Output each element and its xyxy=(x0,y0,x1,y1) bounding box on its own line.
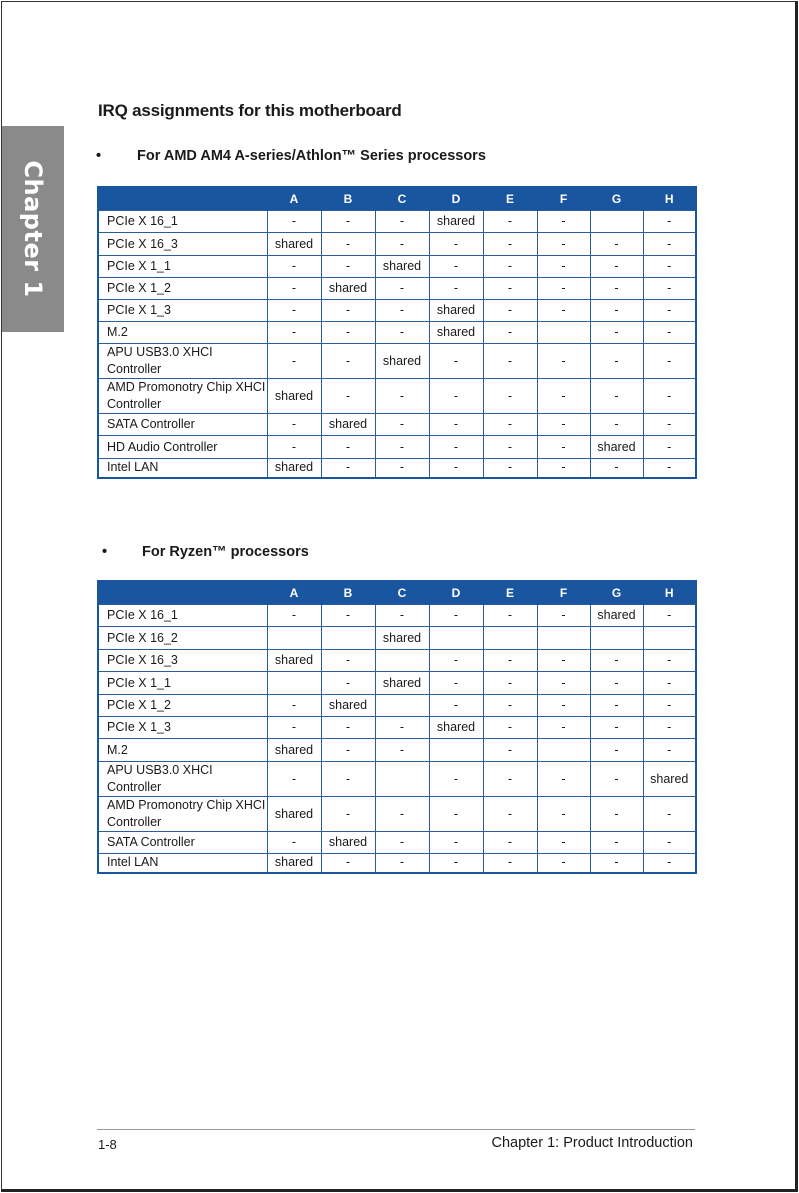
irq-cell: - xyxy=(537,762,590,797)
column-header-a: A xyxy=(267,581,321,605)
table-row xyxy=(98,322,696,344)
irq-cell: shared xyxy=(375,256,429,278)
irq-cell: - xyxy=(590,832,643,854)
irq-cell: - xyxy=(321,797,375,832)
irq-cell: - xyxy=(483,605,537,627)
row-label: APU USB3.0 XHCI Controller xyxy=(98,762,267,797)
row-label: HD Audio Controller xyxy=(98,436,267,459)
table-header-row xyxy=(98,581,696,605)
irq-cell: - xyxy=(643,256,696,278)
column-header-a: A xyxy=(267,187,321,211)
irq-cell: shared xyxy=(590,605,643,627)
row-label: PCIe X 16_1 xyxy=(98,211,267,233)
irq-cell: - xyxy=(643,233,696,256)
irq-cell: - xyxy=(537,695,590,717)
irq-cell: shared xyxy=(590,436,643,459)
table-row xyxy=(98,211,696,233)
bullet-dot: • xyxy=(102,544,108,560)
irq-cell: - xyxy=(267,300,321,322)
column-header-g: G xyxy=(590,581,643,605)
irq-cell: - xyxy=(590,379,643,414)
irq-cell: - xyxy=(643,717,696,739)
irq-cell: - xyxy=(375,322,429,344)
irq-cell: - xyxy=(267,695,321,717)
table-row xyxy=(98,605,696,627)
irq-cell: shared xyxy=(321,278,375,300)
irq-cell: - xyxy=(643,278,696,300)
irq-cell: - xyxy=(483,256,537,278)
column-header-b: B xyxy=(321,187,375,211)
irq-cell: - xyxy=(537,717,590,739)
irq-cell: - xyxy=(321,739,375,762)
row-label: M.2 xyxy=(98,739,267,762)
irq-cell: shared xyxy=(267,459,321,478)
irq-cell: - xyxy=(267,762,321,797)
irq-cell: - xyxy=(375,211,429,233)
irq-cell: - xyxy=(429,650,483,672)
table-row xyxy=(98,832,696,854)
irq-cell: - xyxy=(643,211,696,233)
irq-cell xyxy=(483,627,537,650)
irq-cell xyxy=(537,322,590,344)
table-row xyxy=(98,650,696,672)
column-header-f: F xyxy=(537,581,590,605)
irq-cell: - xyxy=(483,762,537,797)
irq-cell: - xyxy=(483,650,537,672)
irq-cell: - xyxy=(267,414,321,436)
irq-cell: - xyxy=(483,344,537,379)
irq-cell: - xyxy=(643,414,696,436)
irq-cell: - xyxy=(375,854,429,873)
irq-cell: - xyxy=(483,739,537,762)
irq-cell: shared xyxy=(267,797,321,832)
irq-cell: - xyxy=(375,717,429,739)
row-label: PCIe X 1_3 xyxy=(98,300,267,322)
irq-cell xyxy=(537,627,590,650)
table-row xyxy=(98,278,696,300)
column-header-d: D xyxy=(429,187,483,211)
irq-cell: - xyxy=(537,379,590,414)
irq-cell: - xyxy=(375,605,429,627)
irq-cell: - xyxy=(483,672,537,695)
irq-cell: - xyxy=(537,256,590,278)
irq-cell: - xyxy=(321,379,375,414)
irq-cell: - xyxy=(483,233,537,256)
irq-cell: shared xyxy=(267,379,321,414)
row-label: Intel LAN xyxy=(98,459,267,478)
irq-cell: - xyxy=(643,379,696,414)
irq-cell: - xyxy=(590,278,643,300)
irq-cell: - xyxy=(537,300,590,322)
table-row xyxy=(98,459,696,478)
section1-title: For AMD AM4 A-series/Athlon™ Series processors xyxy=(137,148,486,164)
irq-cell: - xyxy=(590,322,643,344)
irq-cell: - xyxy=(590,739,643,762)
column-header-device xyxy=(98,581,267,605)
irq-cell: - xyxy=(483,300,537,322)
irq-cell: - xyxy=(643,739,696,762)
table-row xyxy=(98,414,696,436)
irq-table-ryzen xyxy=(97,580,697,874)
irq-cell: - xyxy=(590,233,643,256)
irq-cell: - xyxy=(429,854,483,873)
column-header-e: E xyxy=(483,581,537,605)
irq-cell: shared xyxy=(429,300,483,322)
table-row xyxy=(98,256,696,278)
irq-cell xyxy=(429,627,483,650)
table-row xyxy=(98,627,696,650)
column-header-h: H xyxy=(643,581,696,605)
irq-cell: shared xyxy=(375,672,429,695)
column-header-b: B xyxy=(321,581,375,605)
irq-cell: - xyxy=(537,233,590,256)
row-label: PCIe X 1_1 xyxy=(98,672,267,695)
irq-cell: - xyxy=(483,322,537,344)
irq-cell xyxy=(429,739,483,762)
irq-cell xyxy=(375,650,429,672)
irq-cell: - xyxy=(483,414,537,436)
irq-cell: - xyxy=(429,436,483,459)
irq-cell: - xyxy=(429,797,483,832)
column-header-device xyxy=(98,187,267,211)
irq-cell: - xyxy=(375,797,429,832)
irq-cell: - xyxy=(483,436,537,459)
irq-cell: shared xyxy=(429,211,483,233)
irq-cell: - xyxy=(429,672,483,695)
irq-cell: - xyxy=(321,672,375,695)
irq-cell xyxy=(590,627,643,650)
irq-cell: - xyxy=(590,672,643,695)
row-label: SATA Controller xyxy=(98,414,267,436)
irq-cell: shared xyxy=(321,695,375,717)
irq-cell: - xyxy=(537,797,590,832)
irq-cell: - xyxy=(590,256,643,278)
table-row xyxy=(98,436,696,459)
irq-cell: shared xyxy=(643,762,696,797)
irq-cell: - xyxy=(321,436,375,459)
irq-cell: - xyxy=(267,211,321,233)
irq-cell: - xyxy=(590,717,643,739)
irq-cell: - xyxy=(537,672,590,695)
irq-cell: shared xyxy=(321,832,375,854)
irq-cell: - xyxy=(429,695,483,717)
irq-cell: - xyxy=(537,344,590,379)
irq-cell: - xyxy=(643,436,696,459)
irq-cell: - xyxy=(537,605,590,627)
column-header-c: C xyxy=(375,581,429,605)
table-row xyxy=(98,695,696,717)
irq-cell: - xyxy=(590,459,643,478)
irq-cell xyxy=(375,695,429,717)
table-row xyxy=(98,739,696,762)
irq-cell: - xyxy=(537,436,590,459)
irq-cell xyxy=(590,211,643,233)
row-label: PCIe X 16_3 xyxy=(98,650,267,672)
table-row xyxy=(98,762,696,797)
table-row xyxy=(98,233,696,256)
row-label: PCIe X 1_2 xyxy=(98,695,267,717)
irq-cell: - xyxy=(590,695,643,717)
table-row xyxy=(98,854,696,873)
irq-cell: - xyxy=(590,854,643,873)
irq-cell xyxy=(375,762,429,797)
irq-cell: - xyxy=(537,278,590,300)
irq-cell: - xyxy=(537,211,590,233)
irq-cell: - xyxy=(321,322,375,344)
column-header-g: G xyxy=(590,187,643,211)
irq-cell: - xyxy=(429,256,483,278)
irq-cell: - xyxy=(590,344,643,379)
footer-chapter-title: Chapter 1: Product Introduction xyxy=(491,1135,693,1151)
irq-cell: shared xyxy=(267,233,321,256)
irq-cell: - xyxy=(429,233,483,256)
bullet-dot: • xyxy=(96,148,102,164)
irq-cell: - xyxy=(375,300,429,322)
irq-cell: - xyxy=(267,344,321,379)
irq-cell: - xyxy=(590,414,643,436)
row-label: APU USB3.0 XHCI Controller xyxy=(98,344,267,379)
column-header-e: E xyxy=(483,187,537,211)
irq-cell: - xyxy=(429,832,483,854)
irq-cell: - xyxy=(643,344,696,379)
page-heading: IRQ assignments for this motherboard xyxy=(98,101,402,120)
irq-cell: - xyxy=(375,436,429,459)
irq-cell: - xyxy=(483,854,537,873)
irq-cell: - xyxy=(643,650,696,672)
row-label: AMD Promonotry Chip XHCI Controller xyxy=(98,379,267,414)
irq-cell: - xyxy=(483,211,537,233)
irq-cell: shared xyxy=(375,627,429,650)
irq-cell: - xyxy=(267,256,321,278)
irq-cell: - xyxy=(537,414,590,436)
irq-cell: - xyxy=(429,459,483,478)
irq-cell: - xyxy=(590,650,643,672)
irq-cell: - xyxy=(267,436,321,459)
irq-cell: - xyxy=(643,832,696,854)
irq-cell: - xyxy=(267,717,321,739)
irq-cell: - xyxy=(375,459,429,478)
irq-table-amd-a-series xyxy=(97,186,697,479)
irq-cell: - xyxy=(321,605,375,627)
column-header-f: F xyxy=(537,187,590,211)
row-label: SATA Controller xyxy=(98,832,267,854)
irq-cell: - xyxy=(537,650,590,672)
irq-cell xyxy=(537,739,590,762)
irq-cell: shared xyxy=(375,344,429,379)
irq-cell: - xyxy=(321,717,375,739)
irq-cell: - xyxy=(590,797,643,832)
row-label: PCIe X 1_1 xyxy=(98,256,267,278)
irq-cell: - xyxy=(267,832,321,854)
table-header-row xyxy=(98,187,696,211)
table-row xyxy=(98,672,696,695)
chapter-tab-label: Chapter 1 xyxy=(19,160,47,298)
irq-cell: - xyxy=(643,695,696,717)
irq-cell: - xyxy=(321,854,375,873)
row-label: PCIe X 16_2 xyxy=(98,627,267,650)
row-label: M.2 xyxy=(98,322,267,344)
irq-cell: shared xyxy=(429,322,483,344)
irq-cell: - xyxy=(321,344,375,379)
irq-cell: - xyxy=(537,854,590,873)
column-header-d: D xyxy=(429,581,483,605)
irq-cell: shared xyxy=(267,650,321,672)
row-label: PCIe X 16_3 xyxy=(98,233,267,256)
irq-cell: - xyxy=(375,832,429,854)
column-header-h: H xyxy=(643,187,696,211)
irq-cell: - xyxy=(321,233,375,256)
irq-cell: - xyxy=(321,211,375,233)
irq-cell xyxy=(267,627,321,650)
irq-cell: - xyxy=(643,672,696,695)
row-label: PCIe X 16_1 xyxy=(98,605,267,627)
table-row xyxy=(98,344,696,379)
table-row xyxy=(98,379,696,414)
irq-cell: - xyxy=(537,459,590,478)
irq-cell: - xyxy=(321,650,375,672)
irq-cell: - xyxy=(375,278,429,300)
irq-cell: - xyxy=(429,414,483,436)
irq-cell: - xyxy=(483,379,537,414)
row-label: PCIe X 1_2 xyxy=(98,278,267,300)
section2-title: For Ryzen™ processors xyxy=(142,544,309,560)
irq-cell: - xyxy=(643,605,696,627)
page-number: 1-8 xyxy=(98,1137,117,1152)
irq-cell: - xyxy=(483,278,537,300)
row-label: AMD Promonotry Chip XHCI Controller xyxy=(98,797,267,832)
column-header-c: C xyxy=(375,187,429,211)
irq-cell: - xyxy=(643,797,696,832)
irq-cell: - xyxy=(429,762,483,797)
irq-cell xyxy=(321,627,375,650)
irq-cell: shared xyxy=(267,854,321,873)
table-row xyxy=(98,300,696,322)
irq-cell: - xyxy=(643,300,696,322)
row-label: PCIe X 1_3 xyxy=(98,717,267,739)
irq-cell: - xyxy=(267,605,321,627)
irq-cell xyxy=(643,627,696,650)
irq-cell: - xyxy=(321,762,375,797)
irq-cell: shared xyxy=(267,739,321,762)
irq-cell: - xyxy=(375,233,429,256)
irq-cell: - xyxy=(483,695,537,717)
irq-cell: - xyxy=(537,832,590,854)
irq-cell: shared xyxy=(429,717,483,739)
irq-cell: - xyxy=(643,459,696,478)
irq-cell: - xyxy=(429,605,483,627)
irq-cell: - xyxy=(429,278,483,300)
irq-cell: - xyxy=(375,739,429,762)
irq-cell: - xyxy=(483,797,537,832)
row-label: Intel LAN xyxy=(98,854,267,873)
footer-rule xyxy=(97,1129,695,1130)
irq-cell: - xyxy=(321,300,375,322)
irq-cell: - xyxy=(375,414,429,436)
irq-cell: - xyxy=(429,344,483,379)
irq-cell: - xyxy=(321,459,375,478)
irq-cell: - xyxy=(267,278,321,300)
irq-cell: - xyxy=(483,717,537,739)
irq-cell: - xyxy=(429,379,483,414)
irq-cell: - xyxy=(590,762,643,797)
irq-cell: - xyxy=(483,832,537,854)
irq-cell: - xyxy=(643,854,696,873)
irq-cell xyxy=(267,672,321,695)
table-row xyxy=(98,797,696,832)
table-row xyxy=(98,717,696,739)
chapter-tab xyxy=(2,126,64,332)
irq-cell: - xyxy=(643,322,696,344)
irq-cell: - xyxy=(321,256,375,278)
irq-cell: - xyxy=(375,379,429,414)
irq-cell: - xyxy=(590,300,643,322)
irq-cell: - xyxy=(483,459,537,478)
irq-cell: - xyxy=(267,322,321,344)
irq-cell: shared xyxy=(321,414,375,436)
